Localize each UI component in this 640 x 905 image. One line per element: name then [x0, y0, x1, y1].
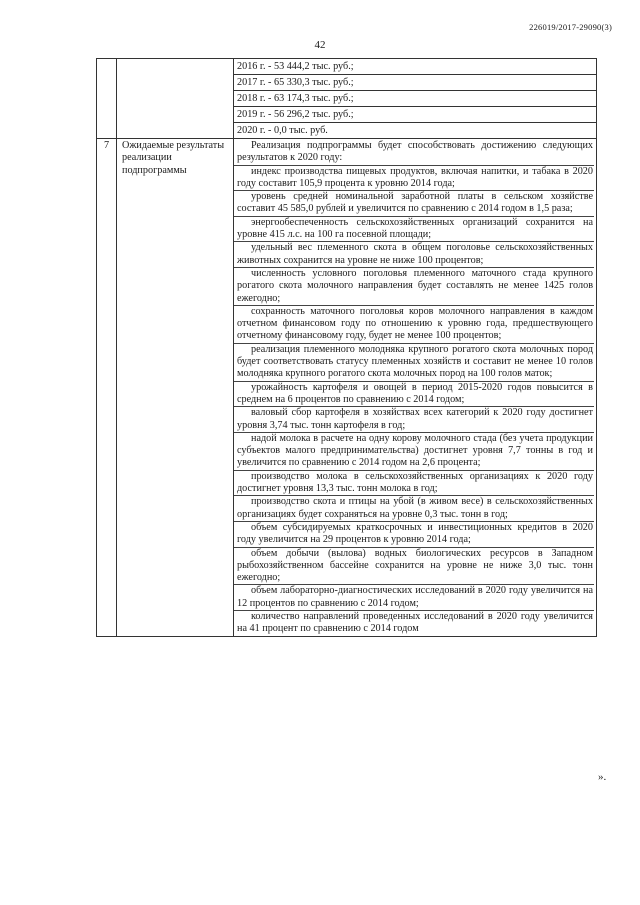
funding-year-2016: 2016 г. - 53 444,2 тыс. руб.;: [234, 59, 597, 75]
result-item: объем лабораторно-диагностических исследований в 2020 году увеличится на 12 процентов по сравнению с 2014 годом;: [234, 585, 594, 611]
result-item: реализация племенного молодняка крупного рогатого скота молочных пород будет соответствовать статусу племенных хозяйств и составит не менее 10 голов молодняка крупного рогатого скота молочных пород на 100 голов маток;: [234, 344, 594, 382]
result-item: сохранность маточного поголовья коров молочного направления в каждом отчетном финансовом году по отношению к уровню года, предшествующего отчетному финансовому году, будет не менее 100 процентов;: [234, 306, 594, 344]
result-item: количество направлений проведенных исследований в 2020 году увеличится на 41 процент по сравнению с 2014 годом: [237, 610, 593, 635]
page-number: 42: [314, 39, 326, 51]
closing-quote-mark: ».: [598, 771, 607, 783]
result-item: производство молока в сельскохозяйственных организациях к 2020 году достигнет уровня 13,3 тыс. тонн молока в год;: [234, 471, 594, 497]
result-item: производство скота и птицы на убой (в живом весе) в сельскохозяйственных организациях будет сохраняться на уровне 0,3 тыс. тонн в год;: [234, 496, 594, 522]
table-row: [97, 139, 597, 637]
funding-year-2018: 2018 г. - 63 174,3 тыс. руб.;: [234, 91, 597, 107]
result-item: уровень средней номинальной заработной платы в сельском хозяйстве составит 45 585,0 рублей и увеличится по сравнению с 2014 годом в 1,5 раза;: [234, 191, 594, 217]
table-row: [97, 59, 597, 75]
result-item: объем субсидируемых краткосрочных и инвестиционных кредитов в 2020 году увеличится на 29 процентов к уровню 2014 года;: [234, 522, 594, 548]
result-item: надой молока в расчете на одну корову молочного стада (без учета продукции субъектов малого предпринимательства) достигнет уровня 7,7 тонны в год и увеличится по сравнению с 2014 годом на 2,6 процента;: [234, 433, 594, 471]
funding-year-2017: 2017 г. - 65 330,3 тыс. руб.;: [234, 75, 597, 91]
result-item: индекс производства пищевых продуктов, включая напитки, и табака в 2020 году составит 105,9 процента к уровню 2014 года;: [234, 166, 594, 192]
result-item: валовый сбор картофеля в хозяйствах всех категорий к 2020 году достигнет уровня 3,74 тыс. тонн картофеля в год;: [234, 407, 594, 433]
row-number: 7: [97, 139, 117, 637]
result-intro: Реализация подпрограммы будет способствовать достижению следующих результатов к 2020 году:: [234, 140, 594, 166]
result-item: удельный вес племенного скота в общем поголовье сельскохозяйственных животных сохранится на уровне не ниже 100 процентов;: [234, 242, 594, 268]
empty-label-cell: [117, 59, 234, 139]
row-label: Ожидаемые результаты реализации подпрограммы: [117, 139, 234, 637]
result-item: энергообеспеченность сельскохозяйственных организаций сохранится на уровне 415 л.с. на 100 га посевной площади;: [234, 217, 594, 243]
empty-number-cell: [97, 59, 117, 139]
program-table: [96, 58, 597, 637]
funding-year-2020: 2020 г. - 0,0 тыс. руб.: [234, 123, 597, 139]
result-item: численность условного поголовья племенного маточного стада крупного рогатого скота молочного направления будет составлять не менее 1425 голов ежегодно;: [234, 268, 594, 306]
document-id: 226019/2017-29090(3): [529, 22, 612, 32]
result-item: урожайность картофеля и овощей в период 2015-2020 годов повысится в среднем на 6 процентов по сравнению с 2014 годом;: [234, 382, 594, 408]
result-item: объем добычи (вылова) водных биологических ресурсов в Западном рыбохозяйственном бассейне сохранится на уровне не ниже 3,0 тыс. тонн ежегодно;: [234, 548, 594, 586]
results-cell: [234, 139, 597, 637]
funding-year-2019: 2019 г. - 56 296,2 тыс. руб.;: [234, 107, 597, 123]
